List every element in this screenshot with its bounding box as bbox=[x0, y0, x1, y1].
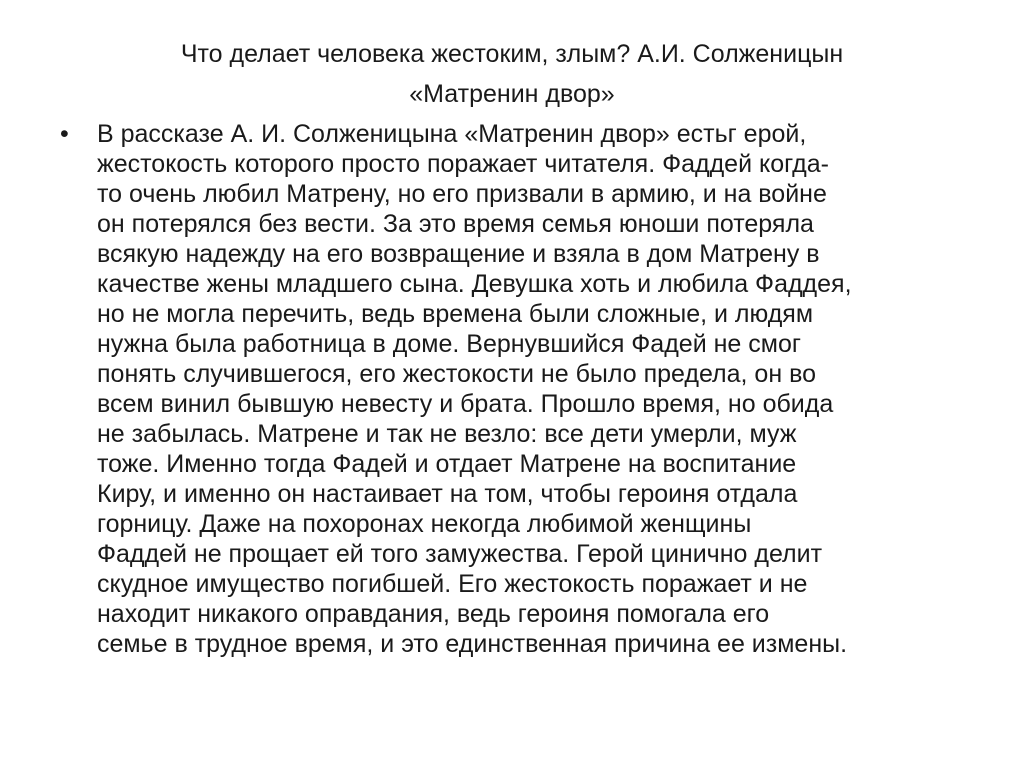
body-line: горницу. Даже на похоронах некогда любимой женщины bbox=[97, 510, 752, 538]
body-line: нужна была работница в доме. Вернувшийся Фадей не смог bbox=[97, 330, 801, 358]
body-paragraph bbox=[97, 119, 977, 659]
body-line: семье в трудное время, и это единственная причина ее измены. bbox=[97, 630, 848, 658]
body-line: тоже. Именно тогда Фадей и отдает Матрене на воспитание bbox=[97, 450, 797, 478]
body-line: понять случившегося, его жестокости не было предела, он во bbox=[97, 360, 816, 388]
body-line: всякую надежду на его возвращение и взяла в дом Матрену в bbox=[97, 240, 820, 268]
body-line: В рассказе А. И. Солженицына «Матренин двор» естьг ерой, bbox=[97, 120, 807, 148]
body-line: но не могла перечить, ведь времена были сложные, и людям bbox=[97, 300, 814, 328]
title-line-2: «Матренин двор» bbox=[409, 80, 615, 108]
slide-title bbox=[80, 34, 944, 114]
body-line: Фаддей не прощает ей того замужества. Герой цинично делит bbox=[97, 540, 823, 568]
body-line: он потерялся без вести. За это время семья юноши потеряла bbox=[97, 210, 814, 238]
body-line: жестокость которого просто поражает читателя. Фаддей когда- bbox=[97, 150, 829, 178]
body-line: то очень любил Матрену, но его призвали в армию, и на войне bbox=[97, 180, 827, 208]
body-line: всем винил бывшую невесту и брата. Прошло время, но обида bbox=[97, 390, 834, 418]
body-line: Киру, и именно он настаивает на том, чтобы героиня отдала bbox=[97, 480, 798, 508]
bullet-point: • bbox=[60, 120, 69, 148]
body-line: не забылась. Матрене и так не везло: все дети умерли, муж bbox=[97, 420, 797, 448]
title-line-1: Что делает человека жестоким, злым? А.И. Солженицын bbox=[180, 40, 844, 68]
body-line: скудное имущество погибшей. Его жестокость поражает и не bbox=[97, 570, 808, 598]
body-line: находит никакого оправдания, ведь героиня помогала его bbox=[97, 600, 770, 628]
body-line: качестве жены младшего сына. Девушка хоть и любила Фаддея, bbox=[97, 270, 852, 298]
